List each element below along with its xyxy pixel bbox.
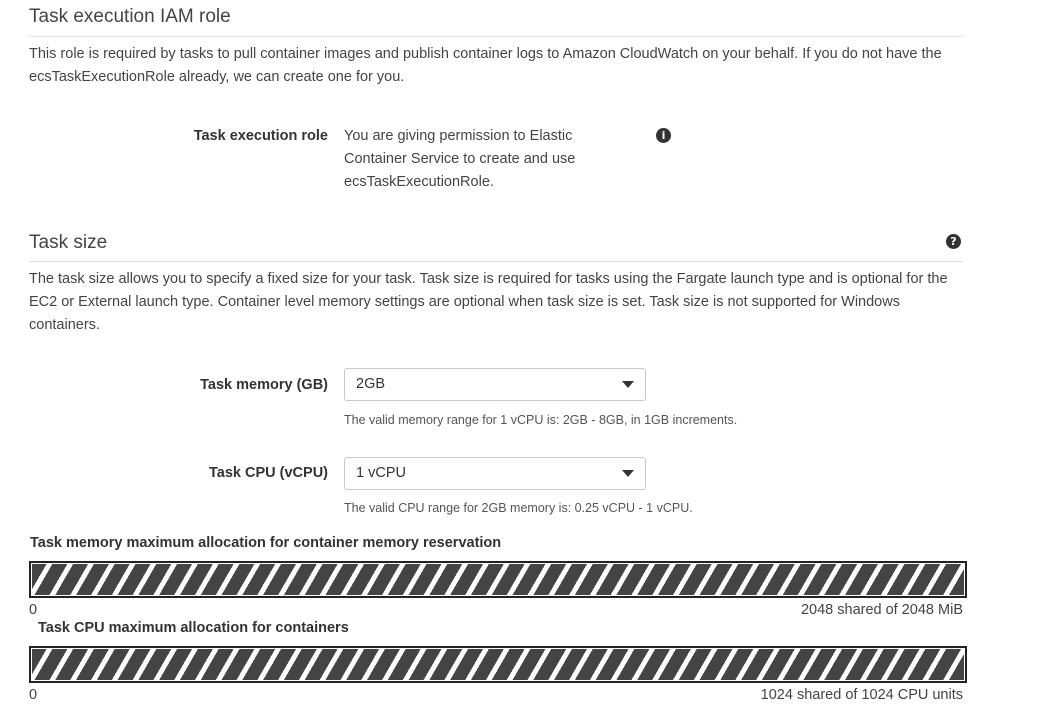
execution-role-section-title: Task execution IAM role xyxy=(29,6,231,27)
cpu-allocation-max: 1024 shared of 1024 CPU units xyxy=(760,687,963,703)
task-execution-role-label: Task execution role xyxy=(193,128,328,144)
cpu-allocation-bar[interactable] xyxy=(29,646,967,683)
memory-allocation-min: 0 xyxy=(29,602,38,618)
chevron-down-icon xyxy=(622,470,634,477)
task-cpu-select[interactable] xyxy=(344,457,646,490)
task-memory-select[interactable] xyxy=(344,368,646,401)
memory-allocation-max: 2048 shared of 2048 MiB xyxy=(800,602,963,618)
task-memory-hint: The valid memory range for 1 vCPU is: 2GB - 8GB, in 1GB increments. xyxy=(344,413,738,427)
task-execution-role-text: You are giving permission to Elastic Container Service to create and use ecsTaskExecutionRole. xyxy=(344,128,576,190)
info-icon[interactable]: i xyxy=(656,128,671,143)
task-memory-value: 2GB xyxy=(356,376,386,392)
task-size-description: The task size allows you to specify a fixed size for your task. Task size is required for tasks using the Fargate launch type and is optional for the EC2 or External launch type. Container level memory settings are optional when task size is set. Task size is not supported for Windows containers. xyxy=(29,271,948,333)
cpu-allocation-fill xyxy=(31,648,965,681)
memory-allocation-title: Task memory maximum allocation for container memory reservation xyxy=(30,535,502,551)
cpu-allocation-min: 0 xyxy=(29,687,38,703)
memory-allocation-bar[interactable] xyxy=(29,561,967,598)
task-memory-label: Task memory (GB) xyxy=(200,377,328,393)
section-divider xyxy=(29,261,963,262)
memory-allocation-fill xyxy=(31,563,965,596)
chevron-down-icon xyxy=(622,381,634,388)
cpu-allocation-title: Task CPU maximum allocation for containers xyxy=(38,620,349,636)
section-divider xyxy=(29,36,963,37)
task-size-section-title: Task size xyxy=(29,232,108,253)
help-icon[interactable]: ? xyxy=(946,234,961,249)
task-cpu-hint: The valid CPU range for 2GB memory is: 0.25 vCPU - 1 vCPU. xyxy=(344,501,693,515)
execution-role-description: This role is required by tasks to pull container images and publish container logs to Amazon CloudWatch on your behalf. If you do not have the ecsTaskExecutionRole already, we can create one for you. xyxy=(29,46,942,85)
task-cpu-label: Task CPU (vCPU) xyxy=(209,465,328,481)
task-cpu-value: 1 vCPU xyxy=(356,465,406,481)
